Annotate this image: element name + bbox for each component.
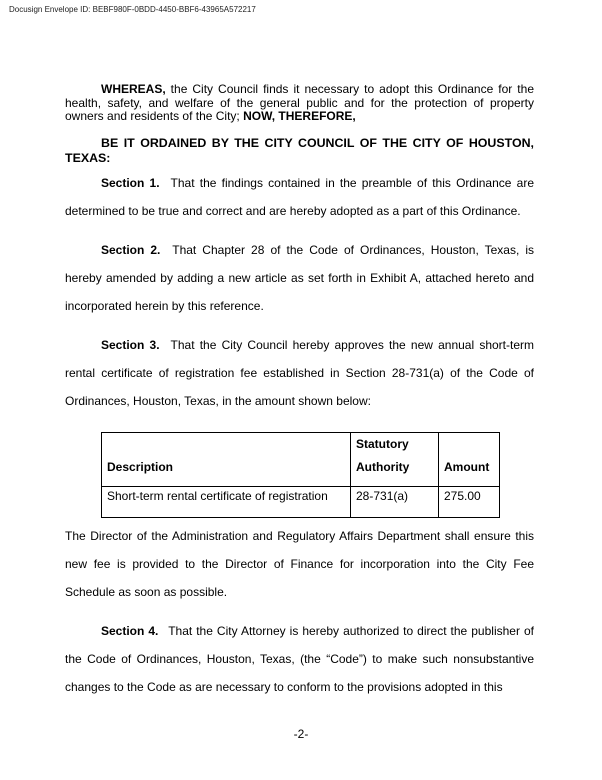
section-3-text: That the City Council hereby approves the new annual short-term rental certificate of registration fee established in Section 28-731(a) of the Code of Ordinances, Houston, Texas, in the amount shown below: (65, 338, 534, 408)
section-2 (65, 236, 534, 320)
page-number: -2- (293, 727, 309, 741)
cell-amount: 275.00 (439, 487, 500, 518)
section-1 (65, 169, 534, 225)
cell-authority: 28-731(a) (351, 487, 439, 518)
section-3-label: Section 3. (101, 338, 160, 352)
docusign-envelope-id: Docusign Envelope ID: BEBF980F-0BDD-4450-BBF6-43965A572217 (9, 5, 256, 14)
section-4 (65, 617, 534, 701)
header-description: Description (102, 433, 351, 487)
whereas-label: WHEREAS, (101, 82, 166, 96)
fee-table (101, 432, 500, 518)
ordained-heading: BE IT ORDAINED BY THE CITY COUNCIL OF THE CITY OF HOUSTON, TEXAS: (65, 136, 534, 165)
cell-description: Short-term rental certificate of registration (102, 487, 351, 518)
section-2-text: That Chapter 28 of the Code of Ordinances, Houston, Texas, is hereby amended by adding a new article as set forth in Exhibit A, attached hereto and incorporated herein by this reference. (65, 243, 535, 313)
section-1-label: Section 1. (101, 176, 160, 190)
director-paragraph: The Director of the Administration and Regulatory Affairs Department shall ensure this new fee is provided to the Director of Finance for incorporation into the City Fee Schedule as soon as possible. (65, 529, 534, 599)
section-4-text: That the City Attorney is hereby authorized to direct the publisher of the Code of Ordinances, Houston, Texas, (the “Code”) to make such nonsubstantive changes to the Code as are necessary to conform to the provisions adopted in this (65, 624, 534, 694)
whereas-paragraph (65, 83, 534, 124)
header-amount: Amount (439, 433, 500, 487)
whereas-closing: NOW, THEREFORE, (243, 109, 356, 123)
section-2-label: Section 2. (101, 243, 161, 257)
whereas-text: the City Council finds it necessary to adopt this Ordinance for the health, safety, and welfare of the general public and for the protection of property owners and residents of the City; (65, 82, 534, 123)
fee-table-header (102, 433, 500, 487)
section-1-text: That the findings contained in the preamble of this Ordinance are determined to be true and correct and are hereby adopted as a part of this Ordinance. (65, 176, 534, 218)
table-row (102, 487, 500, 518)
section-3 (65, 331, 534, 415)
header-statutory-authority: Statutory Authority (351, 433, 439, 487)
section-4-label: Section 4. (101, 624, 159, 638)
